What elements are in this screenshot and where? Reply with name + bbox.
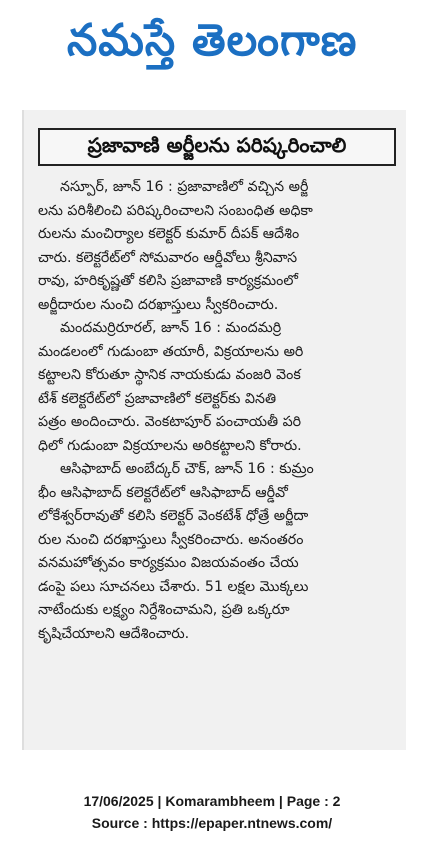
article-line: లను పరిశీలించి పరిష్కరించాలని సంబంధిత అధికా (38, 202, 313, 219)
article-line: నస్పూర్, జూన్ 16 : ప్రజావాణిలో వచ్చిన అర్జీ (60, 179, 309, 195)
article-line: భీం ఆసిఫాబాద్ కలెక్టరేట్‌లో ఆసిఫాబాద్ ఆర్డీవో (38, 484, 288, 501)
article-headline: ప్రజావాణి అర్జీలను పరిష్కరించాలి (87, 132, 347, 157)
article-line: చారు. కలెక్టరేట్‌లో సోమవారం ఆర్డీవోలు శ్రీనివాస (38, 249, 298, 266)
article-line: డంపై పలు సూచనలు చేశారు. 51 లక్షల మొక్కలు (38, 578, 309, 595)
article-line: అర్జీదారుల నుంచి దరఖాస్తులు స్వీకరించారు. (38, 296, 279, 313)
article-line: రావు, హరికృష్ణతో కలిసి ప్రజావాణి కార్యక్రమంలో (38, 273, 298, 289)
article-body (38, 176, 396, 646)
article-line: పత్రం అందించారు. వెంకటాపూర్ పంచాయతీ పరి (38, 414, 302, 430)
article-line: రుల నుంచి దరఖాస్తులు స్వీకరించారు. అనంతరం (38, 531, 304, 548)
article-line: కట్టాలని కోరుతూ స్థానిక నాయకుడు వంజరి వెంక (38, 367, 301, 383)
newspaper-masthead (0, 0, 424, 92)
article-line: లోకేశ్వర్‌రావుతో కలిసి కలెక్టర్ వెంకటేశ్ ధోత్రే అర్జీదా (38, 508, 309, 524)
article-line: వనమహోత్సవం కార్యక్రమం విజయవంతం చేయ (38, 555, 299, 571)
source-link[interactable]: Source : https://epaper.ntnews.com/ (91, 815, 333, 831)
article-line: నాటేందుకు లక్ష్యం నిర్దేశించామని, ప్రతి ఒక్కరూ (38, 602, 290, 618)
edition-info: 17/06/2025 | Komarambheem | Page : 2 (83, 793, 341, 809)
article-line: రులను మంచిర్యాల కలెక్టర్ కుమార్ దీపక్ ఆదేశిం (38, 226, 300, 242)
article-line: టేశ్ కలెక్టరేట్‌లో ప్రజావాణిలో కలెక్టర్‌కు వినతి (38, 390, 277, 407)
newspaper-title: నమస్తే తెలంగాణ (66, 15, 358, 66)
headline-box (38, 128, 396, 166)
article-line: మండలంలో గుడుంబా తయారీ, విక్రయాలను అరి (38, 343, 304, 360)
article-line: ఆసిఫాబాద్ అంబేద్కర్ చౌక్, జూన్ 16 : కుమ్రం (60, 461, 314, 477)
article-line: కృషిచేయాలని ఆదేశించారు. (38, 625, 190, 642)
article-line: మందమర్రిరూరల్, జూన్ 16 : మందమర్రి (60, 320, 282, 336)
news-clipping (22, 110, 406, 750)
article-line: ధిలో గుడుంబా విక్రయాలను అరికట్టాలని కోరారు. (38, 437, 302, 454)
